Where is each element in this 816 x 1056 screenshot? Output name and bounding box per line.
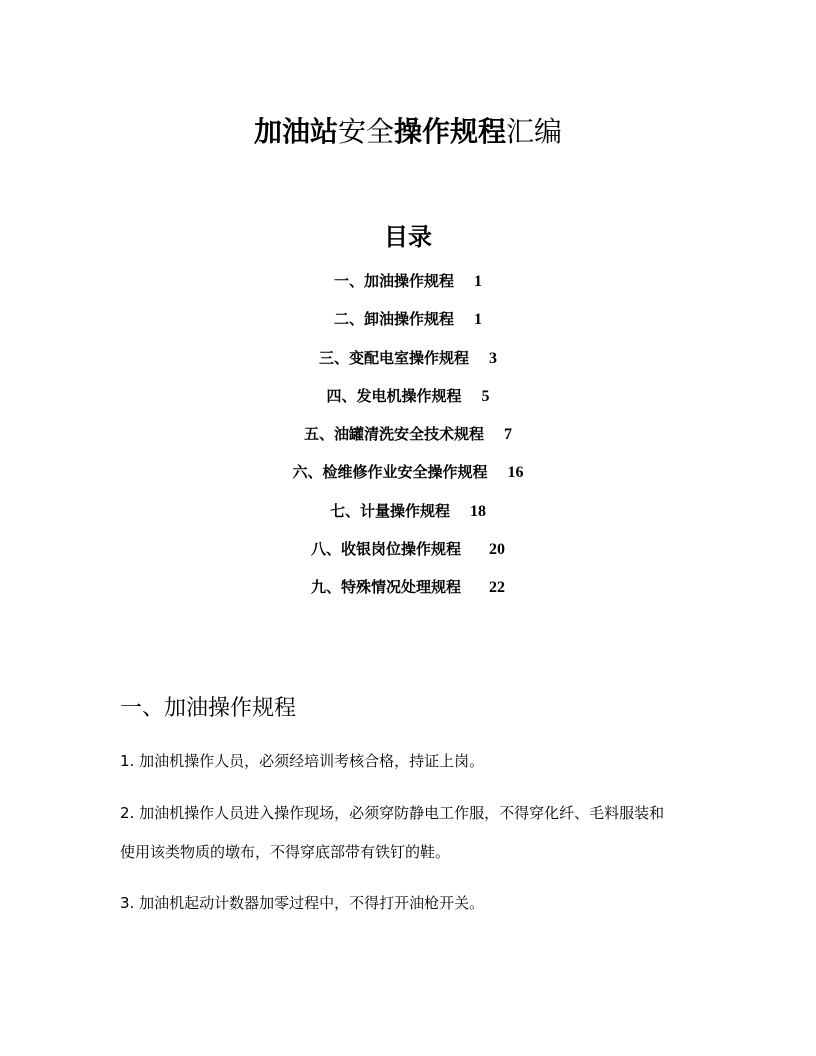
section-heading: 一、加油操作规程 — [120, 696, 297, 721]
table-of-contents — [0, 270, 816, 615]
paragraph-line: 使用该类物质的墩布，不得穿底部带有铁钉的鞋。 — [120, 843, 451, 861]
toc-page: 1 — [474, 273, 482, 290]
toc-label: 二、卸油操作规程 — [333, 310, 454, 329]
paragraph-line: 1. 加油机操作人员，必须经培训考核合格，持证上岗。 — [120, 752, 485, 770]
toc-item[interactable] — [0, 461, 816, 499]
document-title — [0, 112, 816, 152]
paragraph — [120, 750, 484, 772]
toc-label: 四、发电机操作规程 — [326, 386, 462, 405]
paragraph-line: 2. 加油机操作人员进入操作现场，必须穿防静电工作服，不得穿化纤、毛料服装和 — [120, 804, 665, 822]
toc-label: 五、油罐清洗安全技术规程 — [303, 425, 484, 444]
toc-label: 一、加油操作规程 — [333, 272, 454, 290]
toc-page: 16 — [507, 464, 524, 482]
toc-item[interactable] — [0, 308, 816, 346]
toc-heading: 目录 — [384, 223, 432, 251]
toc-item[interactable] — [0, 423, 816, 461]
toc-page: 3 — [489, 349, 497, 367]
paragraph-line: 3. 加油机起动计数器加零过程中，不得打开油枪开关。 — [120, 894, 485, 912]
paragraph — [120, 892, 484, 914]
toc-item[interactable] — [0, 576, 816, 614]
toc-item[interactable] — [0, 385, 816, 423]
toc-item[interactable] — [0, 347, 816, 385]
toc-item[interactable] — [0, 538, 816, 576]
paragraph — [120, 802, 664, 863]
toc-page: 20 — [489, 541, 505, 559]
toc-label: 九、特殊情况处理规程 — [310, 578, 461, 597]
toc-page: 18 — [470, 502, 486, 520]
toc-item[interactable] — [0, 270, 816, 308]
toc-label: 八、收银岗位操作规程 — [310, 540, 461, 559]
toc-page: 1 — [474, 311, 482, 329]
toc-page: 7 — [504, 426, 512, 444]
toc-label: 七、计量操作规程 — [329, 501, 450, 520]
title-part: 汇编 — [506, 115, 563, 148]
toc-label: 六、检维修作业安全操作规程 — [292, 463, 488, 482]
toc-page: 22 — [489, 579, 505, 597]
title-part: 安全 — [337, 115, 394, 148]
toc-item[interactable] — [0, 500, 816, 538]
title-part: 加油站 — [253, 115, 338, 148]
title-part: 操作规程 — [394, 115, 507, 148]
toc-page: 5 — [481, 387, 490, 405]
toc-label: 三、变配电室操作规程 — [318, 348, 469, 367]
